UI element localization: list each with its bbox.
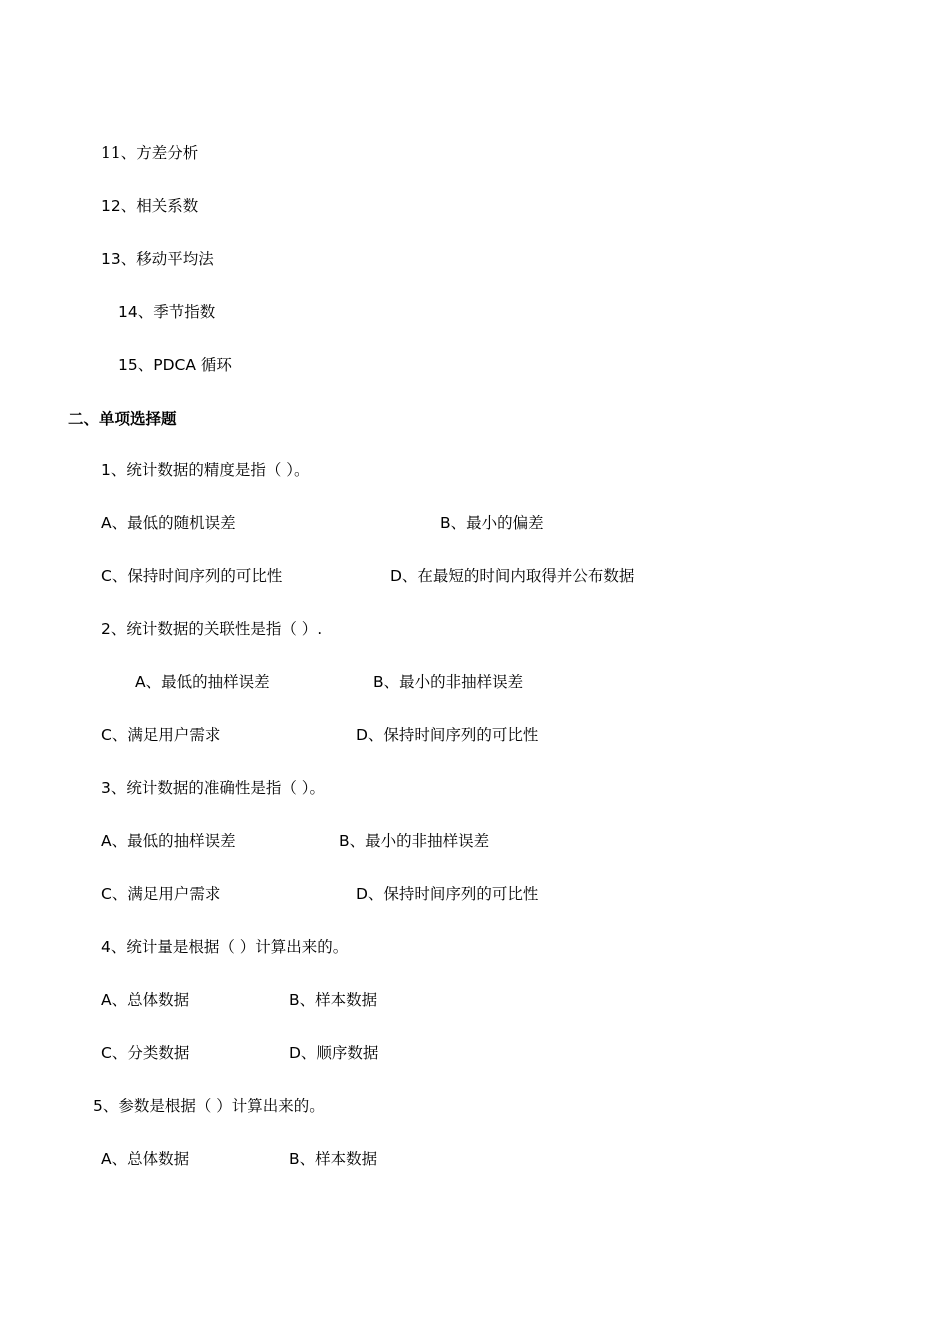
question-stem: 5、参数是根据（ ）计算出来的。 [93,1097,325,1115]
term-item: 15、PDCA 循环 [118,356,232,374]
term-item: 14、季节指数 [118,303,216,321]
option-b: B、最小的偏差 [440,514,544,532]
question-stem: 3、统计数据的准确性是指（ ）。 [101,779,326,797]
question-stem: 1、统计数据的精度是指（ ）。 [101,461,310,479]
option-b: B、最小的非抽样误差 [373,673,524,691]
term-item: 12、相关系数 [101,197,199,215]
option-c: C、满足用户需求 [101,885,221,903]
option-b: B、样本数据 [289,991,378,1009]
term-item: 11、方差分析 [101,144,199,162]
option-a: A、总体数据 [101,1150,190,1168]
option-a: A、最低的随机误差 [101,514,236,532]
option-b: B、样本数据 [289,1150,378,1168]
option-d: D、保持时间序列的可比性 [356,726,539,744]
option-d: D、在最短的时间内取得并公布数据 [390,567,635,585]
option-a: A、最低的抽样误差 [135,673,270,691]
section-title: 二、单项选择题 [68,410,177,428]
option-c: C、分类数据 [101,1044,190,1062]
option-a: A、最低的抽样误差 [101,832,236,850]
term-item: 13、移动平均法 [101,250,214,268]
option-a: A、总体数据 [101,991,190,1009]
option-d: D、顺序数据 [289,1044,379,1062]
question-stem: 2、统计数据的关联性是指（ ）. [101,620,323,638]
option-d: D、保持时间序列的可比性 [356,885,539,903]
option-c: C、满足用户需求 [101,726,221,744]
option-b: B、最小的非抽样误差 [339,832,490,850]
question-stem: 4、统计量是根据（ ）计算出来的。 [101,938,349,956]
option-c: C、保持时间序列的可比性 [101,567,283,585]
